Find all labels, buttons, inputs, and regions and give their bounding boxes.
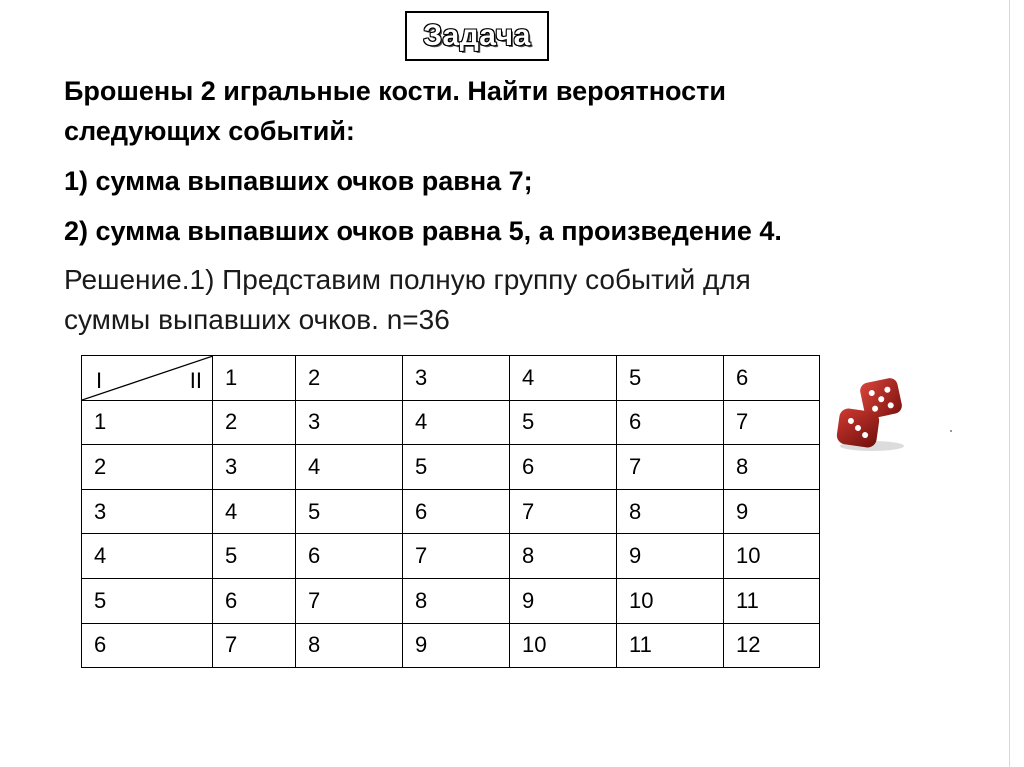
sum-cell: 2 <box>213 400 296 445</box>
sum-cell: 7 <box>510 489 617 534</box>
sum-cell: 7 <box>403 534 510 579</box>
slide-title: Задача <box>423 19 531 52</box>
header-cell: 5 <box>617 356 724 401</box>
sum-table <box>81 355 820 668</box>
row-label-cell: 4 <box>82 534 213 579</box>
sum-cell: 8 <box>617 489 724 534</box>
sum-cell: 5 <box>296 489 403 534</box>
sum-cell: 5 <box>403 445 510 490</box>
table-row <box>82 489 820 534</box>
sum-cell: 10 <box>617 578 724 623</box>
table-row <box>82 400 820 445</box>
table-row <box>82 623 820 668</box>
sum-cell: 6 <box>296 534 403 579</box>
problem-line-2: следующих событий: <box>64 116 355 146</box>
sum-cell: 10 <box>724 534 820 579</box>
dice-icon <box>832 376 912 456</box>
sum-cell: 7 <box>213 623 296 668</box>
header-cell: 2 <box>296 356 403 401</box>
sum-cell: 9 <box>403 623 510 668</box>
sum-cell: 4 <box>213 489 296 534</box>
row-label-cell: 5 <box>82 578 213 623</box>
event-2-text: 2) сумма выпавших очков равна 5, а произведение 4. <box>64 216 782 246</box>
header-cell: 6 <box>724 356 820 401</box>
sum-cell: 3 <box>213 445 296 490</box>
sum-cell: 7 <box>617 445 724 490</box>
row-label-cell: 2 <box>82 445 213 490</box>
header-cell: 3 <box>403 356 510 401</box>
sum-cell: 6 <box>213 578 296 623</box>
sum-cell: 9 <box>510 578 617 623</box>
sum-cell: 9 <box>724 489 820 534</box>
sum-cell: 12 <box>724 623 820 668</box>
event-1-text: 1) сумма выпавших очков равна 7; <box>64 166 533 196</box>
sum-cell: 11 <box>617 623 724 668</box>
sum-cell: 10 <box>510 623 617 668</box>
die-1-label: I <box>96 368 103 393</box>
sum-cell: 5 <box>510 400 617 445</box>
decorative-dot <box>950 430 952 432</box>
sum-cell: 4 <box>403 400 510 445</box>
sum-cell: 3 <box>296 400 403 445</box>
sum-cell: 8 <box>403 578 510 623</box>
sum-cell: 8 <box>510 534 617 579</box>
title-box <box>405 11 549 61</box>
sum-cell: 8 <box>724 445 820 490</box>
header-cell: 4 <box>510 356 617 401</box>
die-2-label: II <box>189 368 202 393</box>
sum-cell: 11 <box>724 578 820 623</box>
table-row <box>82 445 820 490</box>
sum-cell: 7 <box>296 578 403 623</box>
row-label-cell: 6 <box>82 623 213 668</box>
row-label-cell: 3 <box>82 489 213 534</box>
sum-cell: 6 <box>510 445 617 490</box>
header-cell: 1 <box>213 356 296 401</box>
corner-cell <box>82 356 213 401</box>
solution-line-2: суммы выпавших очков. n=36 <box>64 304 450 335</box>
row-label-cell: 1 <box>82 400 213 445</box>
problem-line-1: Брошены 2 игральные кости. Найти вероятности <box>64 76 727 106</box>
sum-cell: 5 <box>213 534 296 579</box>
table-header-row <box>82 356 820 401</box>
sum-cell: 4 <box>296 445 403 490</box>
sum-cell: 8 <box>296 623 403 668</box>
sum-cell: 7 <box>724 400 820 445</box>
solution-line-1: Решение.1) Представим полную группу событий для <box>64 264 751 295</box>
sum-cell: 6 <box>403 489 510 534</box>
sum-cell: 6 <box>617 400 724 445</box>
table-row <box>82 578 820 623</box>
table-row <box>82 534 820 579</box>
sum-cell: 9 <box>617 534 724 579</box>
